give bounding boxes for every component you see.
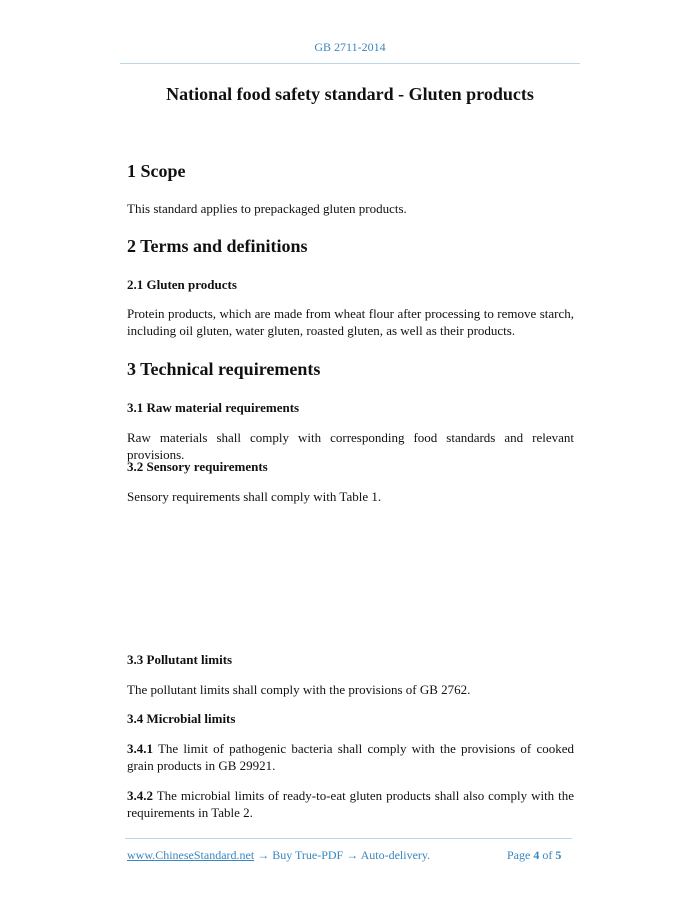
of-label: of	[542, 848, 553, 862]
clause-number: 3.4.2	[127, 788, 153, 803]
arrow-icon: →	[257, 848, 270, 862]
subsection-heading: 3.4 Microbial limits	[127, 711, 236, 726]
clause-number: 3.4.1	[127, 741, 153, 756]
footer-divider	[125, 838, 572, 839]
paragraph: Protein products, which are made from wheat flour after processing to remove starch, including oil gluten, water gluten, roasted gluten, as well as their products.	[127, 306, 574, 338]
paragraph: This standard applies to prepackaged gluten products.	[127, 201, 407, 216]
website-link[interactable]: www.ChineseStandard.net	[127, 848, 255, 862]
arrow-icon: →	[346, 848, 359, 862]
section-heading: 3 Technical requirements	[127, 359, 321, 379]
paragraph: The pollutant limits shall comply with the provisions of GB 2762.	[127, 682, 471, 697]
paragraph: Raw materials shall comply with corresponding food standards and relevant provisions.	[127, 430, 574, 462]
footer-links	[127, 848, 430, 863]
header-doc-id: GB 2711-2014	[314, 40, 386, 54]
page-label: Page	[507, 848, 531, 862]
section-heading: 1 Scope	[127, 161, 186, 181]
header-divider	[120, 63, 580, 64]
subsection-heading: 3.3 Pollutant limits	[127, 652, 233, 667]
subsection-heading: 3.2 Sensory requirements	[127, 459, 268, 474]
subsection-heading: 3.1 Raw material requirements	[127, 400, 300, 415]
page-indicator	[507, 848, 561, 863]
paragraph	[127, 740, 574, 774]
current-page: 4	[533, 848, 540, 862]
total-pages: 5	[555, 848, 562, 862]
delivery-text: Auto-delivery.	[360, 848, 431, 862]
paragraph	[127, 787, 574, 821]
document-title: National food safety standard - Gluten products	[166, 84, 534, 104]
section-heading: 2 Terms and definitions	[127, 236, 308, 256]
clause-text: The limit of pathogenic bacteria shall comply with the provisions of cooked grain products in GB 29921.	[127, 741, 574, 773]
subsection-heading: 2.1 Gluten products	[127, 277, 237, 292]
buy-pdf-text: Buy True-PDF	[272, 848, 344, 862]
clause-text: The microbial limits of ready-to-eat gluten products shall also comply with the requirements in Table 2.	[127, 788, 574, 820]
paragraph: Sensory requirements shall comply with Table 1.	[127, 489, 382, 504]
